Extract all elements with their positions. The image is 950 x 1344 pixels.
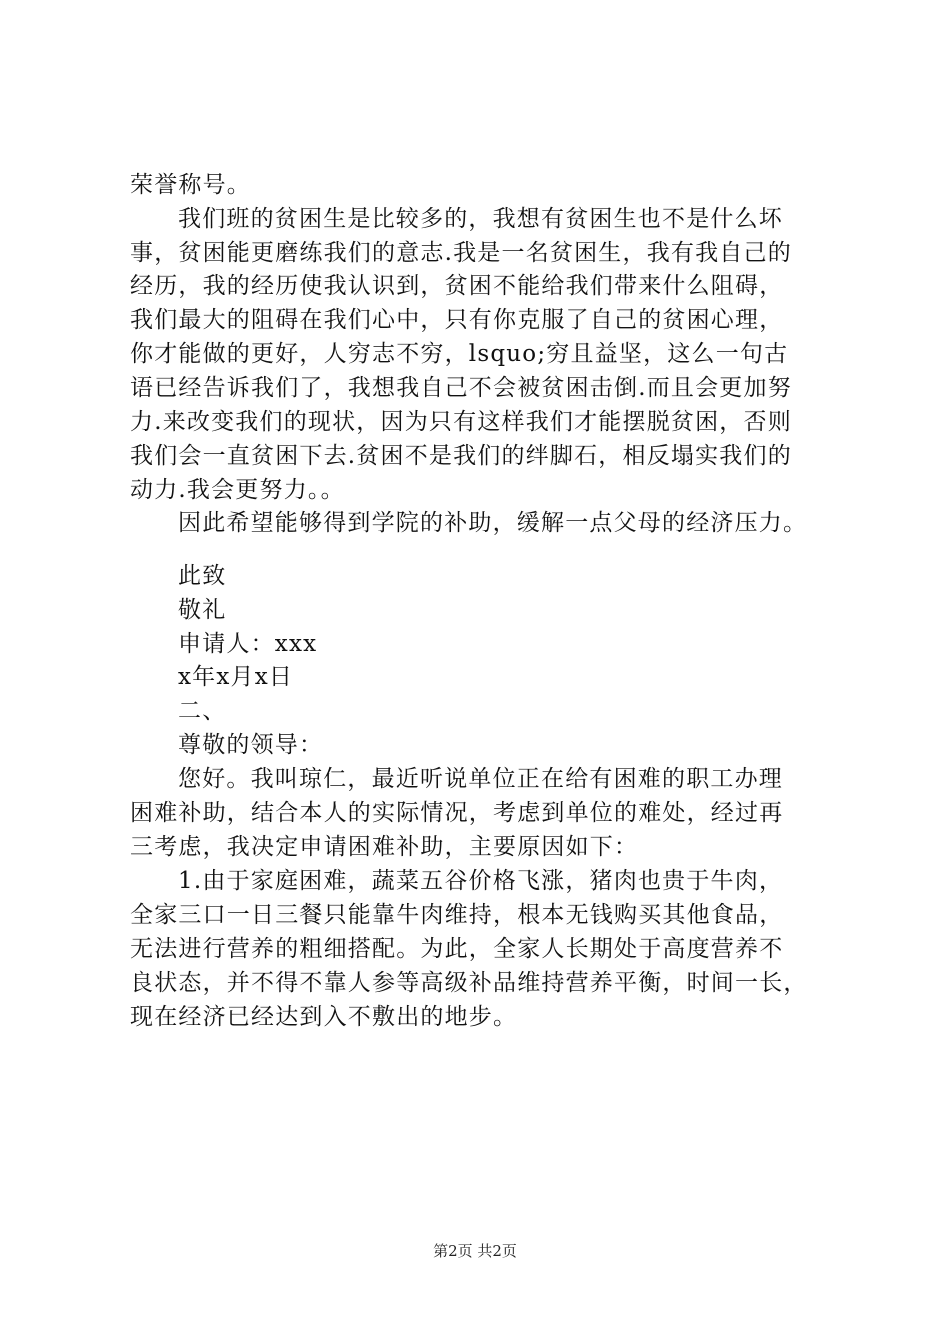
- text-line: 您好。我叫琼仁，最近听说单位正在给有困难的职工办理: [178, 766, 783, 792]
- text-line: 现在经济已经达到入不敷出的地步。: [130, 1004, 518, 1030]
- text-line: 1.由于家庭困难，蔬菜五谷价格飞涨，猪肉也贵于牛肉，: [178, 868, 784, 894]
- closing-salutation: 此致: [178, 563, 227, 589]
- section-number: 二、: [178, 698, 227, 724]
- greeting-line: 尊敬的领导：: [178, 732, 324, 758]
- text-line: 经历，我的经历使我认识到，贫困不能给我们带来什么阻碍，: [130, 273, 784, 299]
- text-line: 无法进行营养的粗细搭配。为此，全家人长期处于高度营养不: [130, 936, 784, 962]
- closing-regards: 敬礼: [178, 597, 227, 623]
- text-line: 动力.我会更努力。。: [130, 477, 345, 503]
- text-line: 我们会一直贫困下去.贫困不是我们的绊脚石，相反塌实我们的: [130, 443, 792, 469]
- text-line: 我们班的贫困生是比较多的，我想有贫困生也不是什么坏: [178, 206, 783, 232]
- applicant-line: 申请人：xxx: [178, 631, 318, 657]
- text-line: 事，贫困能更磨练我们的意志.我是一名贫困生，我有我自己的: [130, 240, 792, 266]
- date-line: x年x月x日: [178, 664, 294, 690]
- text-line: 荣誉称号。: [130, 172, 251, 198]
- page-number-footer: 第2页 共2页: [433, 1242, 517, 1260]
- text-line: 三考虑，我决定申请困难补助，主要原因如下：: [130, 834, 639, 860]
- text-line: 语已经告诉我们了，我想我自己不会被贫困击倒.而且会更加努: [130, 375, 792, 401]
- text-line: 我们最大的阻碍在我们心中，只有你克服了自己的贫困心理，: [130, 307, 784, 333]
- text-line: 你才能做的更好，人穷志不穷，lsquo;穷且益坚，这么一句古: [130, 341, 789, 367]
- text-line: 良状态，并不得不靠人参等高级补品维持营养平衡，时间一长，: [130, 970, 808, 996]
- text-line: 力.来改变我们的现状，因为只有这样我们才能摆脱贫困，否则: [130, 409, 792, 435]
- text-line: 全家三口一日三餐只能靠牛肉维持，根本无钱购买其他食品，: [130, 902, 784, 928]
- text-line: 困难补助，结合本人的实际情况，考虑到单位的难处，经过再: [130, 800, 784, 826]
- text-line: 因此希望能够得到学院的补助，缓解一点父母的经济压力。: [178, 510, 808, 536]
